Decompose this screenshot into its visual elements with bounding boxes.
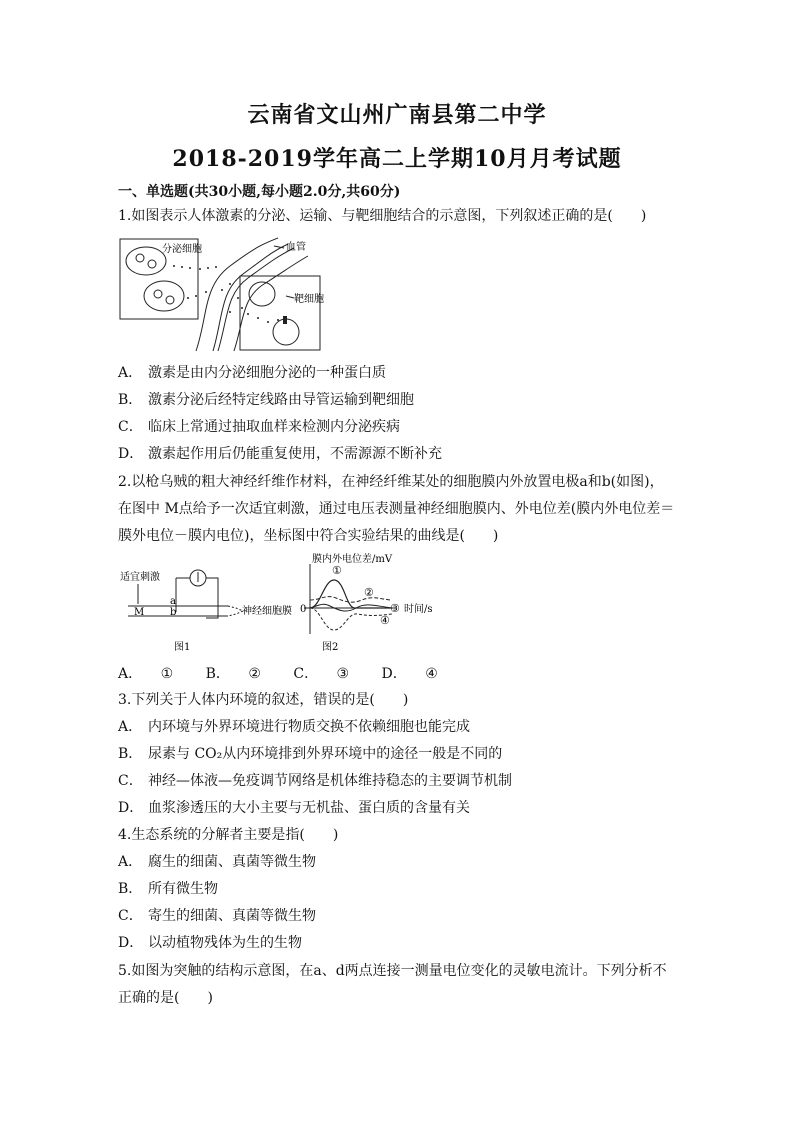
school-title: 云南省文山州广南县第二中学 — [247, 102, 547, 128]
q2-stem-line-1: 2.以枪乌贼的粗大神经纤维作材料，在神经纤维某处的细胞膜内外放置电极a和b(如图)， — [118, 474, 664, 490]
q2-stem-line-3: 膜外电位－膜内电位)，坐标图中符合实验结果的曲线是( ) — [118, 528, 499, 544]
option-text: 激素是由内分泌细胞分泌的一种蛋白质 — [148, 365, 386, 381]
option-key: C． — [293, 666, 319, 682]
label-vessel: 血管 — [286, 242, 306, 253]
fig2-zero: 0 — [300, 604, 307, 615]
q3-stem: 3.下列关于人体内环境的叙述，错误的是( ) — [118, 692, 409, 708]
option-key: A． — [118, 365, 143, 381]
q3-option-c[interactable] — [118, 772, 512, 790]
option-key: D． — [118, 800, 144, 816]
label-stimulus: 适宜刺激 — [120, 572, 160, 583]
option-key: D． — [381, 666, 407, 682]
q2-options — [118, 663, 466, 683]
q1-option-d[interactable] — [118, 445, 442, 463]
exam-title: 2018-2019学年高二上学期10月月考试题 — [172, 146, 622, 172]
q5-stem-line-2: 正确的是( ) — [118, 990, 213, 1006]
q2-option-d[interactable] — [382, 666, 452, 682]
fig2-ylabel: 膜内外电位差/mV — [312, 554, 393, 565]
option-text: 内环境与外界环境进行物质交换不依赖细胞也能完成 — [148, 719, 470, 735]
q4-stem: 4.生态系统的分解者主要是指( ) — [118, 827, 339, 843]
q2-option-b[interactable] — [206, 666, 275, 682]
q4-option-d[interactable] — [118, 934, 302, 952]
q3-option-a[interactable] — [118, 718, 470, 736]
option-text: 所有微生物 — [148, 881, 218, 897]
option-key: B． — [118, 392, 143, 408]
option-key: D． — [118, 935, 144, 951]
label-a: a — [170, 596, 176, 607]
option-text: 临床上常通过抽取血样来检测内分泌疾病 — [148, 419, 400, 435]
q5-stem-line-1: 5.如图为突触的结构示意图，在a、d两点连接一测量电位变化的灵敏电流计。下列分析不 — [118, 963, 667, 979]
label-target: 靶细胞 — [294, 294, 324, 305]
q2-figure-1 — [118, 560, 308, 655]
option-key: C． — [118, 773, 143, 789]
curve-2-label: ② — [364, 586, 374, 599]
q2-stem-line-2: 在图中 M点给予一次适宜刺激，通过电压表测量神经细胞膜内、外电位差(膜内外电位差＝ — [118, 501, 675, 517]
q1-option-b[interactable] — [118, 391, 414, 409]
option-text: 寄生的细菌、真菌等微生物 — [148, 908, 316, 924]
fig1-caption: 图1 — [174, 642, 191, 653]
q1-option-a[interactable] — [118, 364, 386, 382]
option-key: B． — [205, 666, 230, 682]
curve-4-label: ④ — [380, 614, 390, 627]
label-secretory: 分泌细胞 — [162, 244, 202, 255]
option-key: B． — [118, 881, 143, 897]
option-key: C． — [118, 419, 143, 435]
q1-figure — [118, 236, 328, 354]
section-heading: 一、单选题(共30小题,每小题2.0分,共60分) — [118, 184, 401, 200]
option-text: 神经—体液—免疫调节网络是机体维持稳态的主要调节机制 — [148, 773, 512, 789]
option-text: 血浆渗透压的大小主要与无机盐、蛋白质的含量有关 — [148, 800, 470, 816]
fig2-caption: 图2 — [322, 642, 339, 653]
q1-option-c[interactable] — [118, 418, 400, 436]
q1-stem: 1.如图表示人体激素的分泌、运输、与靶细胞结合的示意图，下列叙述正确的是( ) — [118, 208, 647, 224]
option-key: C． — [118, 908, 143, 924]
option-key: A． — [118, 666, 143, 682]
option-text: ① — [160, 666, 174, 682]
option-text: 腐生的细菌、真菌等微生物 — [148, 854, 316, 870]
option-text: 以动植物残体为生的生物 — [148, 935, 302, 951]
option-text: 激素起作用后仍能重复使用，不需源源不断补充 — [148, 446, 442, 462]
q4-option-a[interactable] — [118, 853, 316, 871]
right-box — [240, 276, 320, 350]
option-text: 激素分泌后经特定线路由导管运输到靶细胞 — [148, 392, 414, 408]
q3-option-d[interactable] — [118, 799, 470, 817]
label-membrane: 神经细胞膜 — [242, 606, 292, 617]
option-key: B． — [118, 746, 143, 762]
option-text: ② — [248, 666, 261, 682]
option-key: A． — [118, 719, 143, 735]
q4-option-c[interactable] — [118, 907, 316, 925]
curve-1 — [310, 580, 392, 608]
q2-figure-2 — [296, 552, 466, 655]
curve-2 — [310, 597, 390, 603]
fig2-xlabel: 时间/s — [404, 604, 433, 615]
option-text: 尿素与 CO₂从内环境排到外界环境中的途径一般是不同的 — [148, 746, 503, 762]
curve-3-label: ③ — [390, 602, 400, 615]
option-key: D． — [118, 446, 144, 462]
q2-option-a[interactable] — [118, 666, 187, 682]
option-text: ④ — [425, 666, 438, 682]
q4-option-b[interactable] — [118, 880, 218, 898]
curve-1-label: ① — [332, 564, 342, 577]
option-text: ③ — [336, 666, 350, 682]
label-m: M — [134, 607, 145, 618]
option-key: A． — [118, 854, 143, 870]
label-b: b — [170, 607, 177, 618]
q2-option-c[interactable] — [293, 666, 363, 682]
q3-option-b[interactable] — [118, 745, 502, 763]
